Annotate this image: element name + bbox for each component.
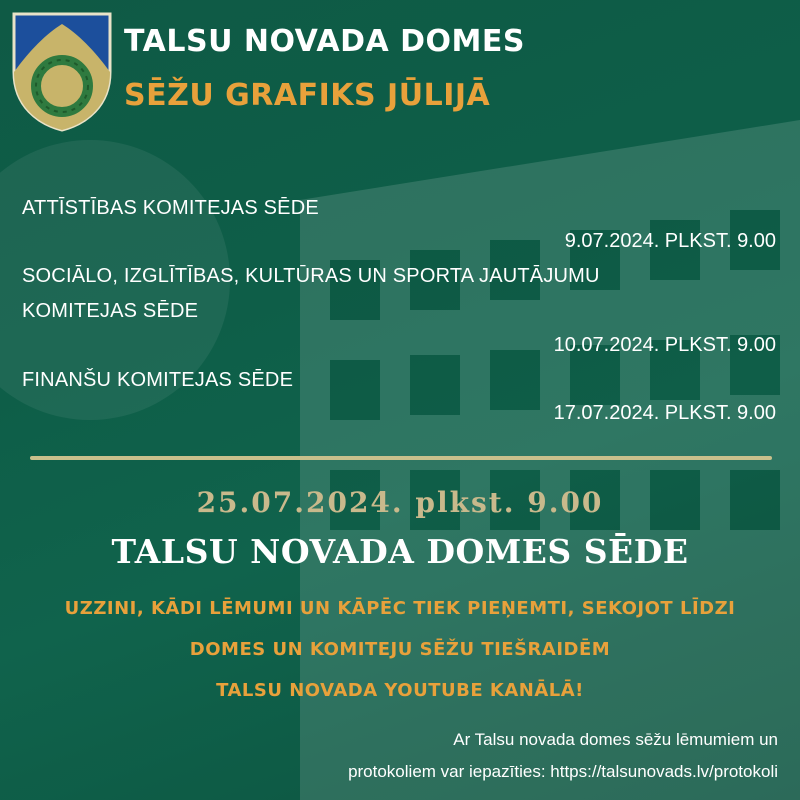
talsi-coat-of-arms-icon <box>10 10 114 134</box>
footer-line-2: protokoliem var iepazīties: https://talsunovads.lv/protokoli <box>348 762 778 781</box>
meeting-name-development: ATTĪSTĪBAS KOMITEJAS SĒDE <box>22 197 319 219</box>
meeting-name-finance: FINANŠU KOMITEJAS SĒDE <box>22 369 294 391</box>
meeting-date-finance: 17.07.2024. PLKST. 9.00 <box>553 402 776 424</box>
meeting-date-social: 10.07.2024. PLKST. 9.00 <box>553 334 776 356</box>
page-title: TALSU NOVADA DOMES <box>124 24 526 59</box>
footer-line-1: Ar Talsu novada domes sēžu lēmumiem un <box>453 730 778 749</box>
page-subtitle: SĒŽU GRAFIKS JŪLIJĀ <box>124 78 491 113</box>
divider <box>30 456 772 460</box>
promo-line-2: DOMES UN KOMITEJU SĒŽU TIEŠRAIDĒM <box>189 639 611 660</box>
meeting-name-social-line1: SOCIĀLO, IZGLĪTĪBAS, KULTŪRAS UN SPORTA JAUTĀJUMU <box>22 265 600 287</box>
council-meeting-title: TALSU NOVADA DOMES SĒDE <box>111 532 689 571</box>
meeting-date-development: 9.07.2024. PLKST. 9.00 <box>564 230 776 252</box>
council-meeting-date: 25.07.2024. plkst. 9.00 <box>196 486 604 519</box>
promo-line-1: UZZINI, KĀDI LĒMUMI UN KĀPĒC TIEK PIEŅEMTI, SEKOJOT LĪDZI <box>64 598 736 619</box>
meeting-name-social-line2: KOMITEJAS SĒDE <box>22 300 199 322</box>
promo-line-3: TALSU NOVADA YOUTUBE KANĀLĀ! <box>216 680 584 701</box>
